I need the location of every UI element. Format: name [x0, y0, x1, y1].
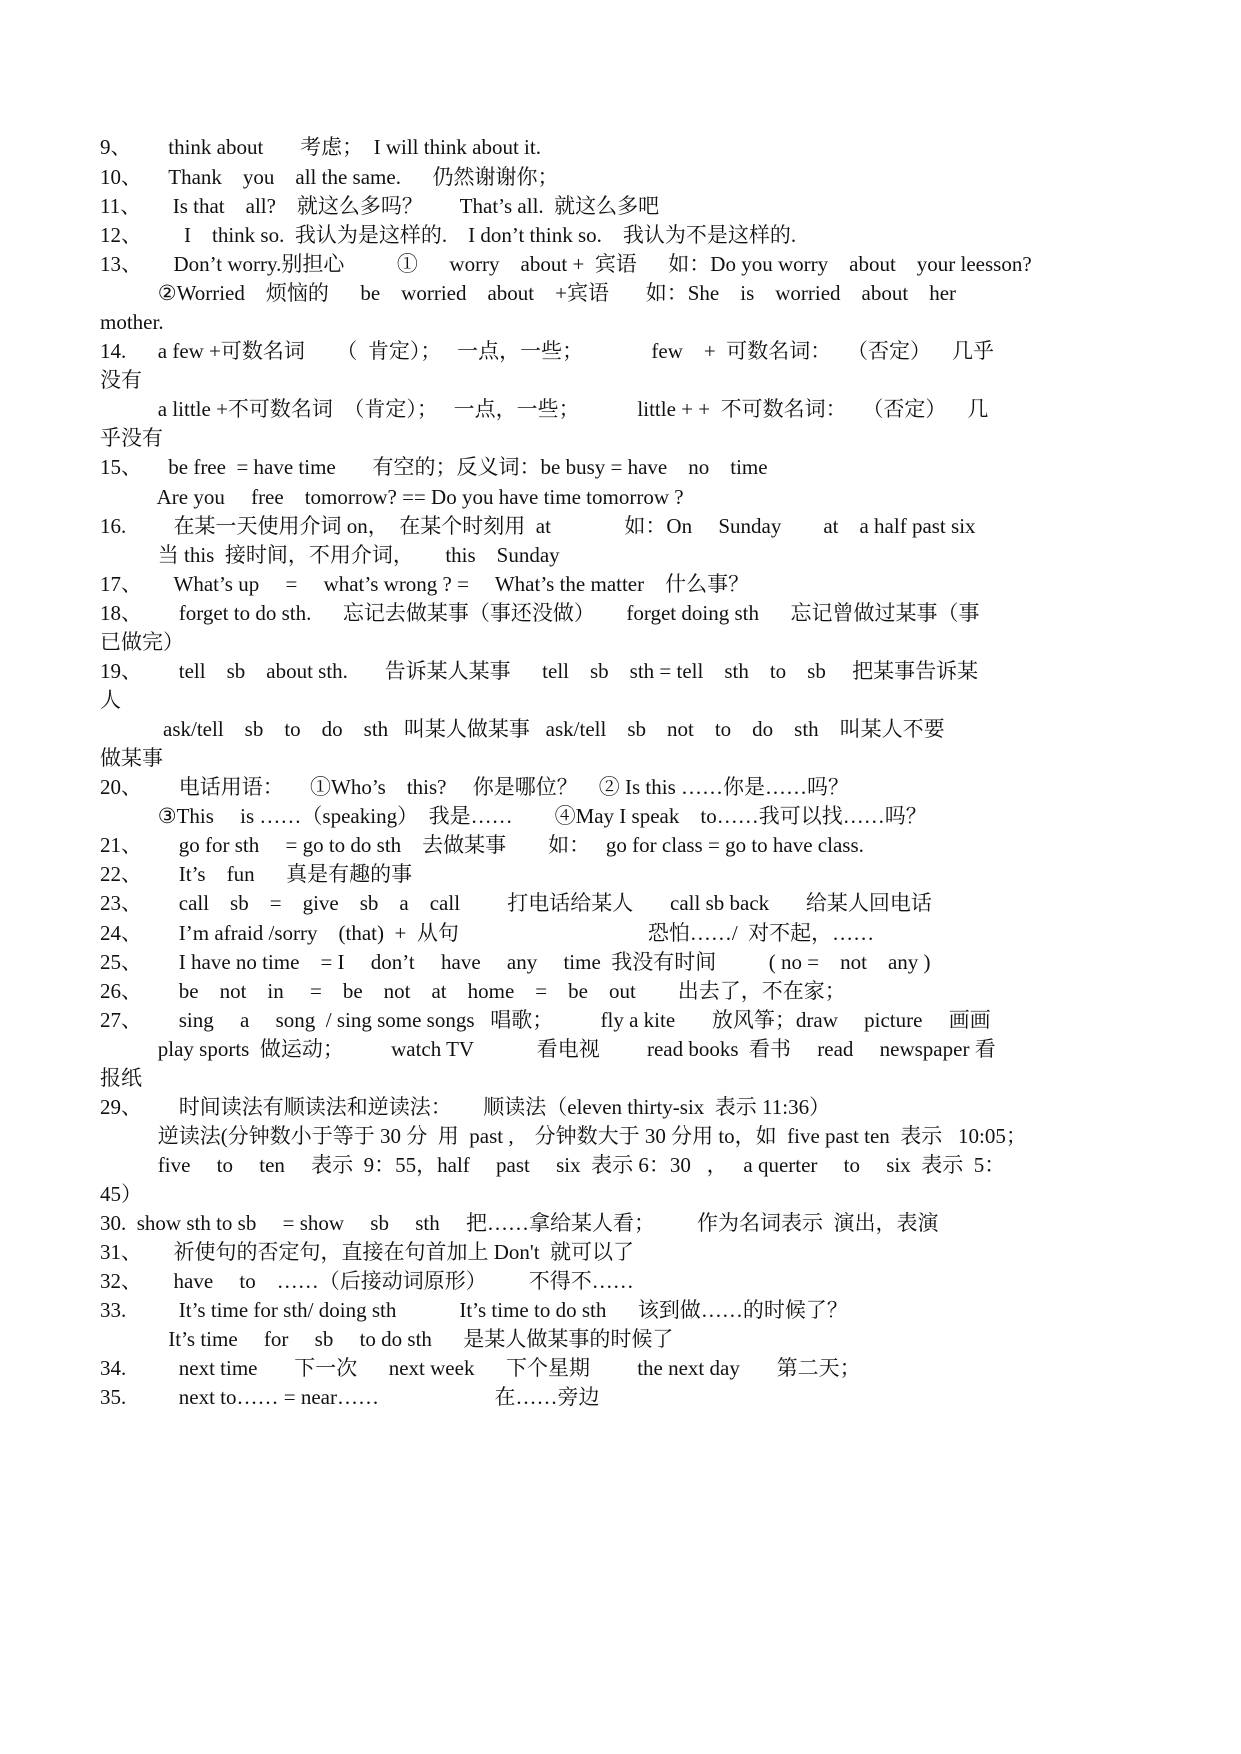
text-line: 已做完）: [100, 630, 184, 654]
text-line: 11、 Is that all? 就这么多吗？ That’s all. 就这么多吧: [100, 194, 660, 218]
text-line: It’s time for sb to do sth 是某人做某事的时候了: [100, 1327, 674, 1351]
text-line: Are you free tomorrow? == Do you have time tomorrow ?: [100, 485, 684, 509]
text-line: mother.: [100, 310, 164, 334]
text-line: 24、 I’m afraid /sorry (that) + 从句 恐怕……/ 对不起，……: [100, 921, 875, 945]
text-line: ask/tell sb to do sth 叫某人做某事 ask/tell sb not to do sth 叫某人不要: [100, 717, 945, 741]
text-line: 16. 在某一天使用介词 on， 在某个时刻用 at 如：On Sunday at a half past six: [100, 514, 976, 538]
text-line: ③This is ……（speaking） 我是…… ④May I speak to……我可以找……吗？: [100, 804, 927, 828]
text-line: 没有: [100, 368, 142, 392]
text-line: 13、 Don’t worry.别担心 ① worry about + 宾语 如：Do you worry about your leesson?: [100, 252, 1032, 276]
text-line: 10、 Thank you all the same. 仍然谢谢你；: [100, 165, 559, 189]
text-line: 21、 go for sth = go to do sth 去做某事 如： go for class = go to have class.: [100, 833, 864, 857]
text-line: 26、 be not in = be not at home = be out 出去了，不在家；: [100, 979, 846, 1003]
text-line: 34. next time 下一次 next week 下个星期 the next day 第二天；: [100, 1356, 861, 1380]
text-line: 27、 sing a song / sing some songs 唱歌； fly a kite 放风筝；draw picture 画画: [100, 1008, 991, 1032]
text-line: 19、 tell sb about sth. 告诉某人某事 tell sb sth = tell sth to sb 把某事告诉某: [100, 659, 979, 683]
text-line: 15、 be free = have time 有空的；反义词：be busy = have no time: [100, 455, 768, 479]
text-line: 逆读法(分钟数小于等于 30 分 用 past , 分钟数大于 30 分用 to，如 five past ten 表示 10:05；: [100, 1124, 1027, 1148]
text-line: 当 this 接时间，不用介词， this Sunday: [100, 543, 560, 567]
text-line: ②Worried 烦恼的 be worried about +宾语 如：She is worried about her: [100, 281, 957, 305]
text-line: 14. a few +可数名词 （ 肯定）； 一点，一些； few + 可数名词： （否定） 几乎: [100, 339, 994, 363]
text-line: 33. It’s time for sth/ doing sth It’s time to do sth 该到做……的时候了？: [100, 1298, 848, 1322]
text-line: 22、 It’s fun 真是有趣的事: [100, 862, 413, 886]
text-line: a little +不可数名词 （肯定）； 一点，一些； little + + 不可数名词： （否定） 几: [100, 397, 989, 421]
text-line: 12、 I think so. 我认为是这样的. I don’t think so. 我认为不是这样的.: [100, 223, 797, 247]
text-line: 35. next to…… = near…… 在……旁边: [100, 1385, 600, 1409]
text-line: 45）: [100, 1182, 142, 1206]
text-line: 乎没有: [100, 426, 163, 450]
text-line: 做某事: [100, 746, 163, 770]
text-line: 29、 时间读法有顺读法和逆读法： 顺读法（eleven thirty-six 表示 11:36）: [100, 1095, 831, 1119]
text-line: 9、 think about 考虑； I will think about it.: [100, 135, 541, 159]
text-line: 23、 call sb = give sb a call 打电话给某人 call sb back 给某人回电话: [100, 891, 932, 915]
text-line: play sports 做运动； watch TV 看电视 read books 看书 read newspaper 看: [100, 1037, 996, 1061]
text-line: 报纸: [100, 1066, 142, 1090]
text-line: 32、 have to ……（后接动词原形） 不得不……: [100, 1269, 634, 1293]
text-line: 25、 I have no time = I don’t have any time 我没有时间 ( no = not any ): [100, 950, 931, 974]
text-line: five to ten 表示 9：55，half past six 表示 6：30 ， a querter to six 表示 5：: [100, 1153, 1006, 1177]
text-line: 人: [100, 688, 121, 712]
text-line: 30. show sth to sb = show sb sth 把……拿给某人看； 作为名词表示 演出，表演: [100, 1211, 939, 1235]
text-line: 20、 电话用语： ①Who’s this? 你是哪位？ ② Is this ……你是……吗？: [100, 775, 849, 799]
text-line: 18、 forget to do sth. 忘记去做某事（事还没做） forget doing sth 忘记曾做过某事（事: [100, 601, 980, 625]
text-line: 17、 What’s up = what’s wrong ? = What’s the matter 什么事？: [100, 572, 750, 596]
text-line: 31、 祈使句的否定句，直接在句首加上 Don't 就可以了: [100, 1240, 635, 1264]
